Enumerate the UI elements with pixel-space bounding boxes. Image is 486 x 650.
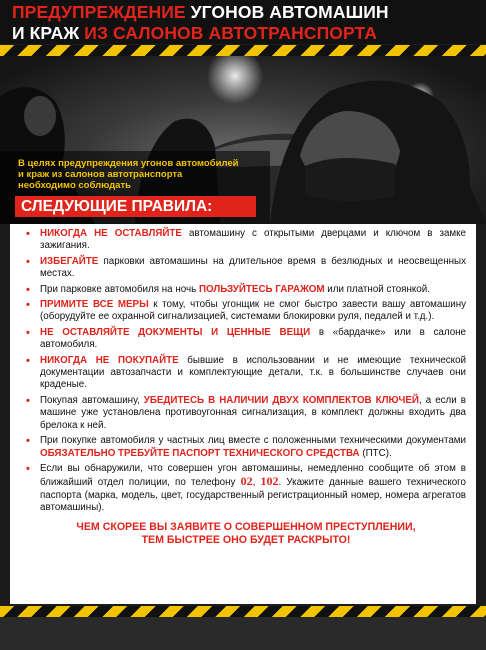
intro-line: и краж из салонов автотранспорта	[18, 169, 183, 180]
rule-text: При покупке автомобиля у частных лиц вместе с положенными техническими документами	[40, 435, 466, 447]
rule-highlight: ИЗБЕГАЙТЕ	[40, 255, 99, 267]
hazard-stripes-top	[0, 45, 486, 56]
rule-item	[26, 299, 466, 324]
title-part: И КРАЖ	[12, 23, 80, 43]
rule-item	[26, 256, 466, 281]
rule-text: , а если в машине уже установлена противоугонная сигнализация, в комплект должны входить два брелока к ней.	[40, 394, 466, 431]
rule-highlight: НИКОГДА НЕ ПОКУПАЙТЕ	[40, 354, 179, 366]
bullet-icon: •	[26, 299, 30, 312]
bullet-icon: •	[26, 394, 30, 407]
rule-item	[26, 463, 466, 515]
intro-line: В целях предупреждения угонов автомобилей	[18, 158, 239, 169]
rule-text: Если вы обнаружили, что совершен угон автомашины, немедленно сообщите об этом в ближайший отдел полиции, по телефону	[40, 462, 466, 489]
rule-text: автомашину с открытыми дверцами и ключом в замке зажигания.	[40, 228, 467, 252]
rule-text: к тому, чтобы угонщик не смог быстро завести вашу автомашину (оборудуйте ее охранной сигнализацией, системами блокировки руля, педалей и т.д.).	[40, 299, 467, 323]
rules-heading: СЛЕДУЮЩИЕ ПРАВИЛА:	[15, 196, 256, 217]
hazard-stripes-bottom	[0, 606, 486, 617]
bullet-icon: •	[26, 326, 30, 339]
title-part: ИЗ САЛОНОВ АВТОТРАНСПОРТА	[79, 23, 377, 43]
rule-highlight: ПРИМИТЕ ВСЕ МЕРЫ	[40, 299, 149, 311]
rule-item	[26, 284, 466, 296]
title-line-2	[12, 23, 478, 44]
bullet-icon: •	[26, 255, 30, 268]
rule-text: или платной стоянкой.	[324, 283, 430, 295]
title-line-1	[12, 2, 478, 23]
rule-item	[26, 435, 466, 460]
conclusion-line: ЧЕМ СКОРЕЕ ВЫ ЗАЯВИТЕ О СОВЕРШЕННОМ ПРЕСТУПЛЕНИИ,	[76, 520, 416, 533]
intro-line: необходимо соблюдать	[18, 180, 131, 191]
rule-text: ,	[252, 477, 261, 489]
title-part: ПРЕДУПРЕЖДЕНИЕ	[12, 2, 186, 22]
rule-highlight: УБЕДИТЕСЬ В НАЛИЧИИ ДВУХ КОМПЛЕКТОВ КЛЮЧЕЙ	[143, 394, 419, 406]
bullet-icon: •	[26, 462, 30, 475]
rule-text: При парковке автомобиля на ночь	[40, 283, 199, 295]
conclusion-line: ТЕМ БЫСТРЕЕ ОНО БУДЕТ РАСКРЫТО!	[141, 533, 351, 546]
conclusion	[26, 521, 466, 547]
bullet-icon: •	[26, 435, 30, 448]
rule-highlight: ОБЯЗАТЕЛЬНО ТРЕБУЙТЕ ПАСПОРТ ТЕХНИЧЕСКОГО СРЕДСТВА	[40, 447, 360, 459]
bullet-icon: •	[26, 283, 30, 296]
rules-list	[26, 228, 466, 515]
rule-text: (ПТС).	[359, 447, 392, 459]
rule-item	[26, 228, 466, 253]
intro-text	[18, 158, 258, 191]
rule-text: Покупая автомашину,	[40, 394, 144, 406]
title-bar	[0, 0, 486, 44]
rule-highlight: НИКОГДА НЕ ОСТАВЛЯЙТЕ	[40, 228, 182, 239]
rule-text: парковки автомашины на длительное время в безлюдных и неосвещенных местах.	[40, 255, 466, 280]
title-part: УГОНОВ АВТОМАШИН	[185, 2, 389, 22]
phone-number: 102	[260, 474, 279, 489]
footer-bar	[0, 617, 486, 650]
bullet-icon: •	[26, 228, 30, 240]
rule-item	[26, 355, 466, 392]
rule-highlight: ПОЛЬЗУЙТЕСЬ ГАРАЖОМ	[198, 283, 325, 295]
rule-highlight: НЕ ОСТАВЛЯЙТЕ ДОКУМЕНТЫ И ЦЕННЫЕ ВЕЩИ	[40, 326, 311, 338]
rule-text: . Укажите данные вашего технического паспорта (марка, модель, цвет, государственный регистрационный номер, номера агрегатов автомашины).	[40, 477, 466, 514]
bullet-icon: •	[26, 354, 30, 367]
rule-text: в «бардачке» или в салоне автомобиля.	[40, 326, 466, 351]
rule-item	[26, 395, 466, 432]
rule-text: бывшие в использовании и не имеющие технической документации автозапчасти и комплектующие детали, т.к. в большинстве случаев они краденые.	[40, 354, 466, 391]
rules-panel	[10, 224, 476, 604]
phone-number: 02	[240, 474, 253, 489]
rule-item	[26, 327, 466, 352]
